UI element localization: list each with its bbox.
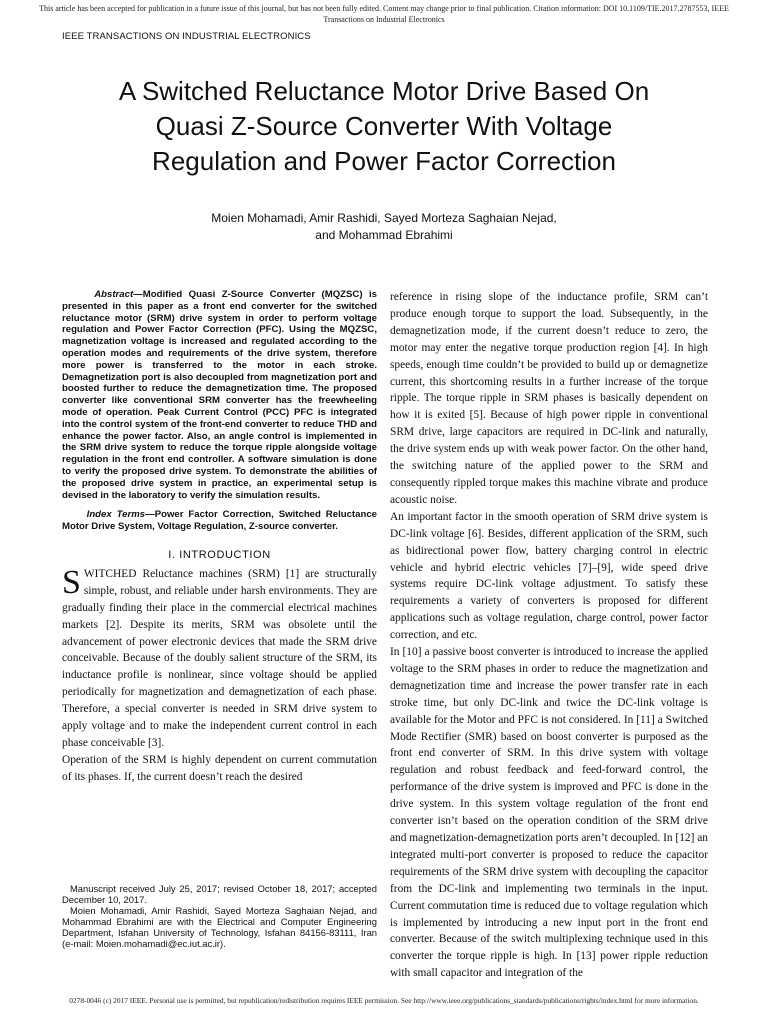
abstract-label: Abstract — [94, 289, 134, 300]
drop-cap: S — [62, 563, 81, 601]
right-paragraph-2: An important factor in the smooth operation of SRM drive system is DC-link voltage [6]. Besides, different application of the SRM, such as bidirectional power flow, battery charging control in electric vehicle and hybrid electric vehicles [7]–[9], wide speed drive systems require DC-link voltage adjustment. To satisfy these requirements a variety of converters is proposed for different applications such as voltage regulation, charge control, power factor correction, and etc. — [390, 510, 708, 642]
authors-line: and Mohammad Ebrahimi — [315, 228, 453, 242]
publication-notice: This article has been accepted for publication in a future issue of this journal, but has not been fully edited. Content may change prior to final publication. Citation information: DOI 10.1109/TIE.2017.2787553, IEEE Transactions on Industrial Electronics — [39, 4, 729, 24]
index-terms-text: —Power Factor Correction, Switched Reluctance Motor Drive System, Voltage Regulation, Z-source converter. — [62, 509, 377, 533]
intro-paragraph-1-text: WITCHED Reluctance machines (SRM) [1] are structurally simple, robust, and reliable under harsh environments. They are gradually finding their place in the commercial electrical machines markets [2]. Despite its merits, SRM was obsolete until the advancement of power electronic devices that made the SRM drive conceivable. Because of the doubly salient structure of the SRM, its inductance profile is nonlinear, since voltage should be applied periodically for magnetization and demagnetization of each phase. Therefore, a special converter is needed in SRM drive system to apply voltage and to make the independent current control in each phase conceivable [3]. — [62, 567, 377, 749]
abstract — [62, 289, 377, 501]
authors-line: Moien Mohamadi, Amir Rashidi, Sayed Morteza Saghaian Nejad, — [211, 211, 557, 225]
index-terms-label: Index Terms — [86, 509, 146, 521]
intro-paragraph-1 — [62, 563, 377, 752]
right-column — [390, 289, 708, 982]
intro-paragraph-2: Operation of the SRM is highly dependent on current commutation of its phases. If, the current doesn’t reach the desired — [62, 753, 377, 783]
left-column — [62, 289, 377, 786]
paper-title — [40, 74, 728, 179]
title-line: Quasi Z-Source Converter With Voltage — [155, 111, 613, 141]
abstract-text: —Modified Quasi Z-Source Converter (MQZSC) is presented in this paper as a front end converter for the switched reluctance motor (SRM) drive system in order to perform voltage regulation and Power Factor Correction (PFC). Using the MQZSC, magnetization voltage is increased and regulated according to the operation modes and requirements of the drive system, therefore more power is transferred to the motor in each stroke. Demagnetization port is also decoupled from magnetization port and boosted further to reduce the demagnetization time. The proposed converter like conventional SRM converter has the freewheeling mode of operation. Peak Current Control (PCC) PFC is integrated into the control system of the front-end converter to reduce THD and enhance the power factor. Also, an angle control is implemented in the SRM drive system to reduce the torque ripple alongside voltage regulation in the front end controller. A software simulation is done to verify the proposed drive system. To demonstrate the abilities of the proposed drive system in practice, an experimental setup is devised in the laboratory to verify the simulation results. — [62, 289, 377, 501]
title-line: Regulation and Power Factor Correction — [152, 146, 616, 176]
index-terms — [62, 509, 377, 533]
right-paragraph-1: reference in rising slope of the inductance profile, SRM can’t produce enough torque to support the load. Subsequently, in the demagnetization mode, if the current doesn’t reduce to zero, the motor may enter the negative torque production region [4]. In high speeds, enough time couldn’t be provided to build up or demagnetize current, this shortcoming results in a further increase of the torque ripple. The torque ripple in SRM phases is basically dependent on how it is exited [5]. Because of high power ripple in conventional SRM drive, large capacitors are required in DC-link and naturally, the drive system ends up with weak power factor. On the other hand, the switching nature of the applied power to the SRM and consequently rippled torque makes this machine vibrate and produce acoustic noise. — [390, 291, 708, 506]
right-paragraph-3: In [10] a passive boost converter is introduced to increase the applied voltage to the SRM phases in order to reduce the magnetization and demagnetization time and increase the power transfer rate in each stroke time, but only DC-link and twice the DC-link voltage is available for the Motor and PFC is not considered. In [11] a Switched Mode Rectifier (SMR) based on boost converter is purposed as the front end converter of SRM. In this drive system with voltage regulation and robust feedback and feed-forward control, the performance of the drive system is improved and PFC is done in the drive system. In this system voltage regulation of the front end converter isn’t based on the operation condition of the SRM drive and magnetization-demagnetization ports aren’t decoupled. In [12] an integrated multi-port converter is proposed to reduce the capacitor requirements of the SRM drive system with decoupling the capacitor from the DC-link and implementing two terminals in the input. Current commutation time is reduced due to voltage regulation which is implemented by introducing a new input port in the front end converter. Because of the switch multiplexing technique used in this converter the torque ripple is high. In [13] power ripple reduction with small capacitor and integration of the — [390, 646, 708, 980]
journal-header: IEEE TRANSACTIONS ON INDUSTRIAL ELECTRONICS — [62, 31, 311, 42]
section-heading-introduction: I. INTRODUCTION — [168, 548, 271, 561]
footnote-manuscript-dates: Manuscript received July 25, 2017; revised October 18, 2017; accepted December 10, 2017. — [62, 883, 377, 906]
footnote — [62, 883, 377, 950]
copyright-notice: 0278-0046 (c) 2017 IEEE. Personal use is permitted, but republication/redistribution requires IEEE permission. See http://www.ieee.org/publications_standards/publications/rights/index.html for more information. — [69, 996, 699, 1005]
footnote-affiliations: Moien Mohamadi, Amir Rashidi, Sayed Morteza Saghaian Nejad, and Mohammad Ebrahimi are with the Electrical and Computer Engineering Department, Isfahan University of Technology, Isfahan 84156-83111, Iran (e-mail: Moien.mohamadi@ec.iut.ac.ir). — [62, 905, 377, 950]
title-line: A Switched Reluctance Motor Drive Based On — [118, 76, 650, 106]
author-list — [100, 210, 668, 244]
